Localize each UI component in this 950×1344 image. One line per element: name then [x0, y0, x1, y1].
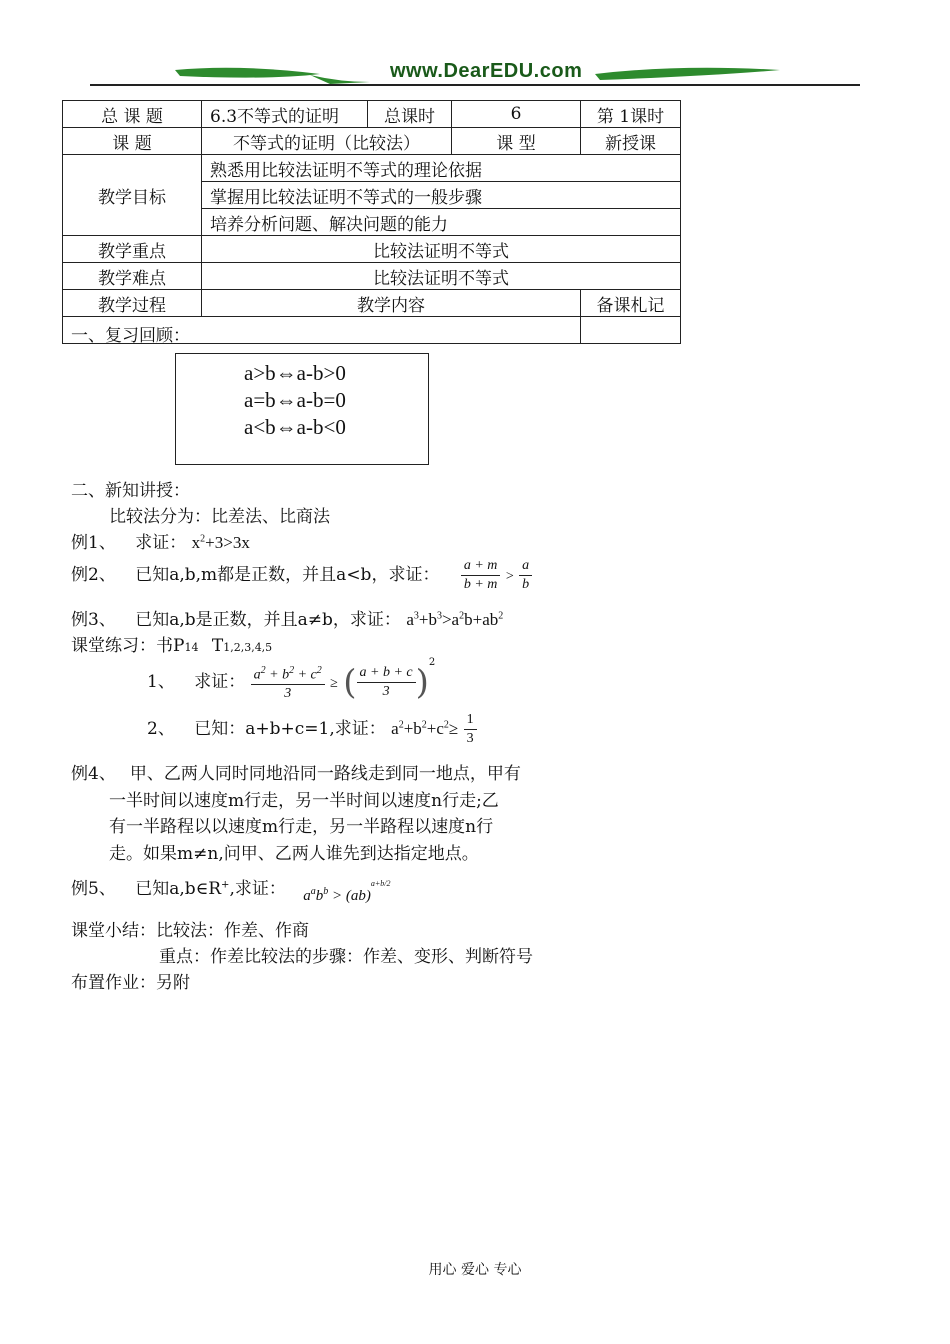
ex4-label: 例4、 [71, 764, 116, 784]
p1-square: 2 [428, 657, 436, 668]
lesson-plan-table [62, 100, 681, 993]
label-type: 课 型 [452, 128, 581, 155]
ex3-label: 例3、 [71, 610, 116, 630]
p2-text: 已知：a+b+c=1,求证： [194, 719, 386, 739]
practice-line: 课堂练习：书P14 T1,2,3,4,5 [71, 636, 273, 656]
practice-1 [147, 657, 435, 703]
ex4-line-2: 一半时间以速度m行走，另一半时间以速度n行走;乙 [109, 790, 499, 811]
label-content: 教学内容 [202, 290, 581, 317]
ex2-label: 例2、 [71, 565, 116, 585]
row-goal-1 [63, 155, 681, 182]
new-title: 二、新知讲授： [71, 481, 190, 501]
summary-1: 课堂小结：比较法：作差、作商 [71, 921, 309, 941]
ex3-formula: $a^3+b^3>a^2b+ab^2$ [406, 610, 504, 629]
row-key-point [63, 236, 681, 263]
p1-text: 求证： [194, 672, 246, 692]
example-1 [71, 528, 250, 553]
p1-frac-right: $\frac{a + b + c}{3}$ [357, 664, 416, 701]
footer-text: 用心 爱心 专心 [428, 1262, 522, 1278]
homework: 布置作业：另附 [71, 973, 190, 993]
ex5-text: 已知a,b∈R [135, 879, 222, 899]
ex4-line-4: 走。如果m≠n,问甲、乙两人谁先到达指定地点。 [109, 843, 479, 864]
example-5: 例5、 已知a,b∈R+,求证： $a^ab^b > (ab)^{a+b/2}$ [71, 879, 391, 904]
ex2-gt-sign: > [505, 569, 514, 584]
example-3 [71, 605, 503, 630]
site-logo[interactable]: www.DearEDU.com [390, 60, 583, 82]
label-notes: 备课札记 [581, 290, 681, 317]
practice-2 [147, 711, 477, 748]
p2-formula: $a^2+b^2+c^2\ge$ [391, 719, 459, 738]
label-key-point: 教学重点 [63, 236, 202, 263]
goal-2: 掌握用比较法证明不等式的一般步骤 [202, 182, 681, 209]
lesson-number: 第 1课时 [581, 101, 681, 128]
label-total-hours: 总课时 [368, 101, 452, 128]
review-title: 一、复习回顾： [71, 326, 190, 346]
teaching-content [63, 317, 581, 993]
box-line-1: a>b⇔a-b>0 [244, 361, 346, 385]
summary-2: 重点：作差比较法的步骤：作差、变形、判断符号 [159, 947, 533, 967]
row-difficulty [63, 263, 681, 290]
row-process-header [63, 290, 681, 317]
ex2-text: 已知a,b,m都是正数，并且a<b，求证： [135, 565, 440, 585]
box-line-3: a<b⇔a-b<0 [244, 415, 346, 439]
ex1-formula: $x^2+3>3x$ [191, 533, 250, 552]
p1-rparen: ) [415, 662, 429, 703]
key-point-value: 比较法证明不等式 [202, 236, 681, 263]
label-process: 教学过程 [63, 290, 202, 317]
ex5-formula: $a^ab^b > (ab)^{a+b/2}$ [303, 879, 391, 904]
goal-3: 培养分析问题、解决问题的能力 [202, 209, 681, 236]
box-line-2: a=b⇔a-b=0 [244, 388, 346, 412]
method-line: 比较法分为：比差法、比商法 [109, 507, 330, 527]
course-value: 6.3不等式的证明 [202, 101, 368, 128]
type-value: 新授课 [581, 128, 681, 155]
header-rule [90, 84, 860, 86]
p2-frac: $\frac{1}{3}$ [464, 711, 477, 748]
p1-lparen: ( [343, 662, 357, 703]
review-box [175, 353, 429, 465]
example-2 [71, 557, 532, 594]
p1-label: 1、 [147, 672, 175, 692]
p1-frac-left: $\frac{a^2 + b^2 + c^2}{3}$ [251, 662, 325, 704]
ex2-frac-right: $\frac{a}{b}$ [519, 557, 532, 594]
ex4-line-3: 有一半路程以以速度m行走，另一半路程以速度n行 [109, 817, 494, 837]
ex5-label: 例5、 [71, 879, 116, 899]
ex1-label: 例1、 [71, 533, 116, 553]
ex3-text: 已知a,b是正数，并且a≠b，求证： [135, 610, 401, 630]
total-hours-value: 6 [452, 101, 581, 128]
row-course [63, 101, 681, 128]
notes-column [581, 317, 681, 344]
ex4-line-1: 甲、乙两人同时同地沿同一路线走到同一地点，甲有 [129, 764, 521, 784]
p1-ge-sign: ≥ [330, 676, 338, 691]
ex1-text: 求证： [135, 533, 187, 553]
ex2-frac-left: $\frac{a + m}{b + m}$ [461, 557, 501, 594]
difficulty-value: 比较法证明不等式 [202, 263, 681, 290]
goal-1: 熟悉用比较法证明不等式的理论依据 [202, 155, 681, 182]
example-4 [71, 761, 521, 867]
p2-label: 2、 [147, 719, 175, 739]
row-topic [63, 128, 681, 155]
header-banner [90, 62, 860, 92]
label-difficulty: 教学难点 [63, 263, 202, 290]
label-topic: 课 题 [63, 128, 202, 155]
topic-value: 不等式的证明（比较法） [202, 128, 452, 155]
label-goals: 教学目标 [63, 155, 202, 236]
row-process-body [63, 317, 681, 344]
label-course: 总 课 题 [63, 101, 202, 128]
